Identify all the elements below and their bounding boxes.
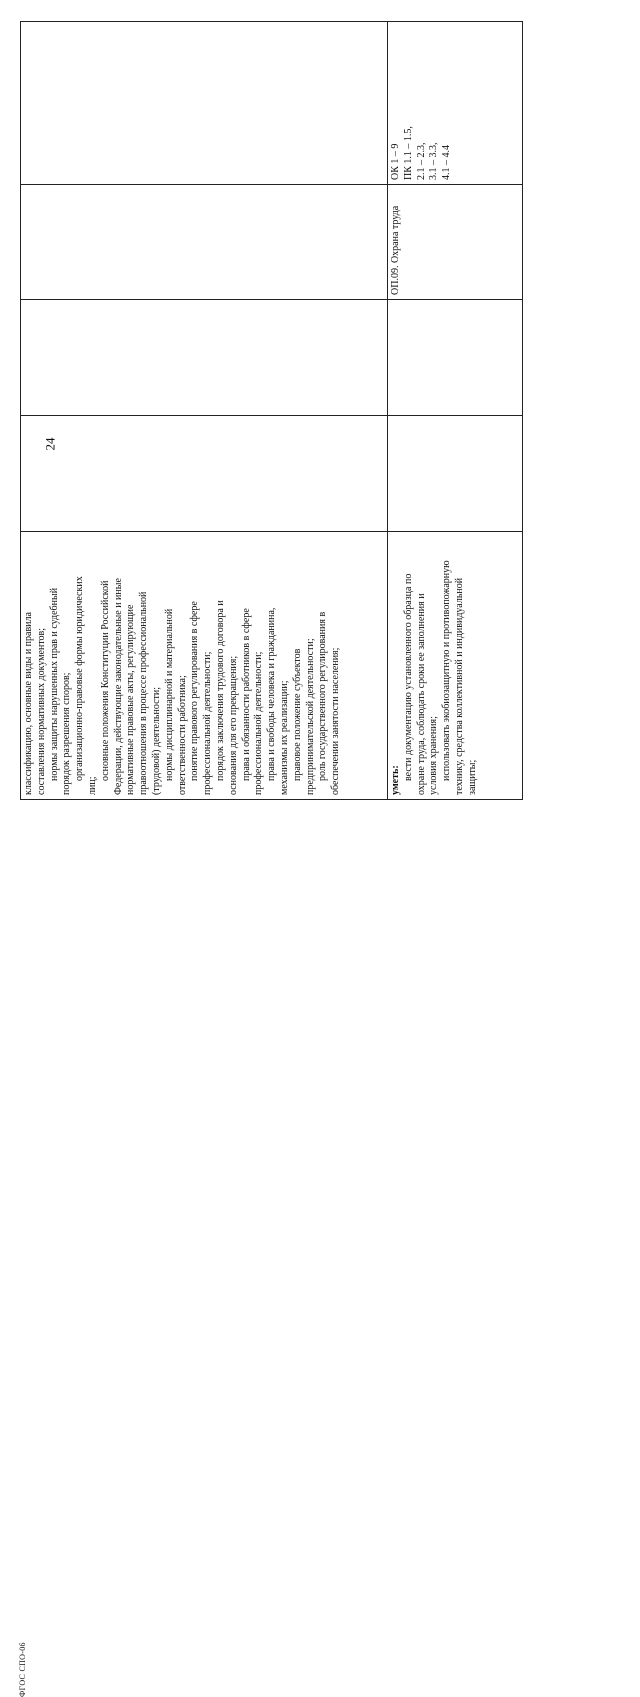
empty-cell [21,300,388,416]
text-line: защиты; [466,759,478,795]
competency-table [20,21,523,800]
text-line: классификацию, основные виды и правила [23,612,34,795]
text-line: основные положения Конституции Российской [99,580,111,781]
text-line: ответственности работника; [176,675,188,795]
text-line: профессиональной деятельности; [202,651,214,795]
text-line: нормы защиты нарушенных прав и судебный [48,587,60,781]
page-number: 24 [42,437,58,451]
skills-list [403,536,480,795]
text-line: Федерации, действующие законодательные и иные [112,578,124,795]
text-line: организационно-правовые формы юридических [74,576,86,781]
text-line: предпринимательской деятельности; [304,638,316,795]
discipline-name: ОП.09. Охрана труда [390,205,401,295]
text-line: использовать экобиозащитную и противопожарную [441,560,453,781]
text-line: составления нормативных документов; [35,627,47,795]
text-line: условия хранения; [428,716,440,795]
empty-cell [21,22,388,185]
skills-cell [388,532,523,800]
text-line: права и обязанности работников в сфере [240,608,252,781]
text-line: роль государственного регулирования в [317,611,329,781]
text-line: порядок заключения трудового договора и [214,600,226,781]
text-line: правовое положение субъектов [291,648,303,781]
discipline-cell [388,185,523,300]
knowledge-cell [21,532,388,800]
text-line: порядок разрешения споров; [61,672,73,795]
text-line: ОК 1 – 9 [390,143,401,180]
text-line: ПК 1.1 – 1.5, [402,126,414,180]
document-footer: ФГОС СПО-06 [18,1642,27,1697]
text-line: нормативные правовые акты, регулирующие [125,604,137,795]
table-row [21,22,388,800]
text-line: правоотношения в процессе профессиональной [138,591,150,795]
text-line: вести документацию установленного образца по [402,573,414,781]
empty-cell [388,300,523,416]
text-line: лиц; [86,776,98,795]
skills-label: уметь: [390,765,401,795]
empty-cell [21,185,388,300]
text-line: охране труда, соблюдать сроки ее заполнения и [415,593,427,795]
text-line: основания для его прекращения; [227,655,239,795]
knowledge-list [23,536,343,795]
text-line: нормы дисциплинарной и материальной [163,608,175,781]
text-line: технику, средства коллективной и индивидуальной [453,577,465,795]
empty-cell [388,416,523,532]
text-line: 3.1 – 3.3, [428,142,440,180]
text-line: обеспечении занятости населения; [330,647,342,795]
competencies-cell [388,22,523,185]
empty-cell [21,416,388,532]
text-line: права и свободы человека и гражданина, [266,607,278,781]
text-line: профессиональной деятельности; [253,651,265,795]
table-row [388,22,523,800]
text-line: механизмы их реализации; [278,680,290,795]
text-line: 2.1 – 2.3, [415,142,427,180]
text-line: (трудовой) деятельности; [150,686,162,795]
text-line: 4.1 – 4.4 [441,145,453,180]
text-line: понятие правового регулирования в сфере [189,601,201,781]
competency-codes [390,26,454,180]
